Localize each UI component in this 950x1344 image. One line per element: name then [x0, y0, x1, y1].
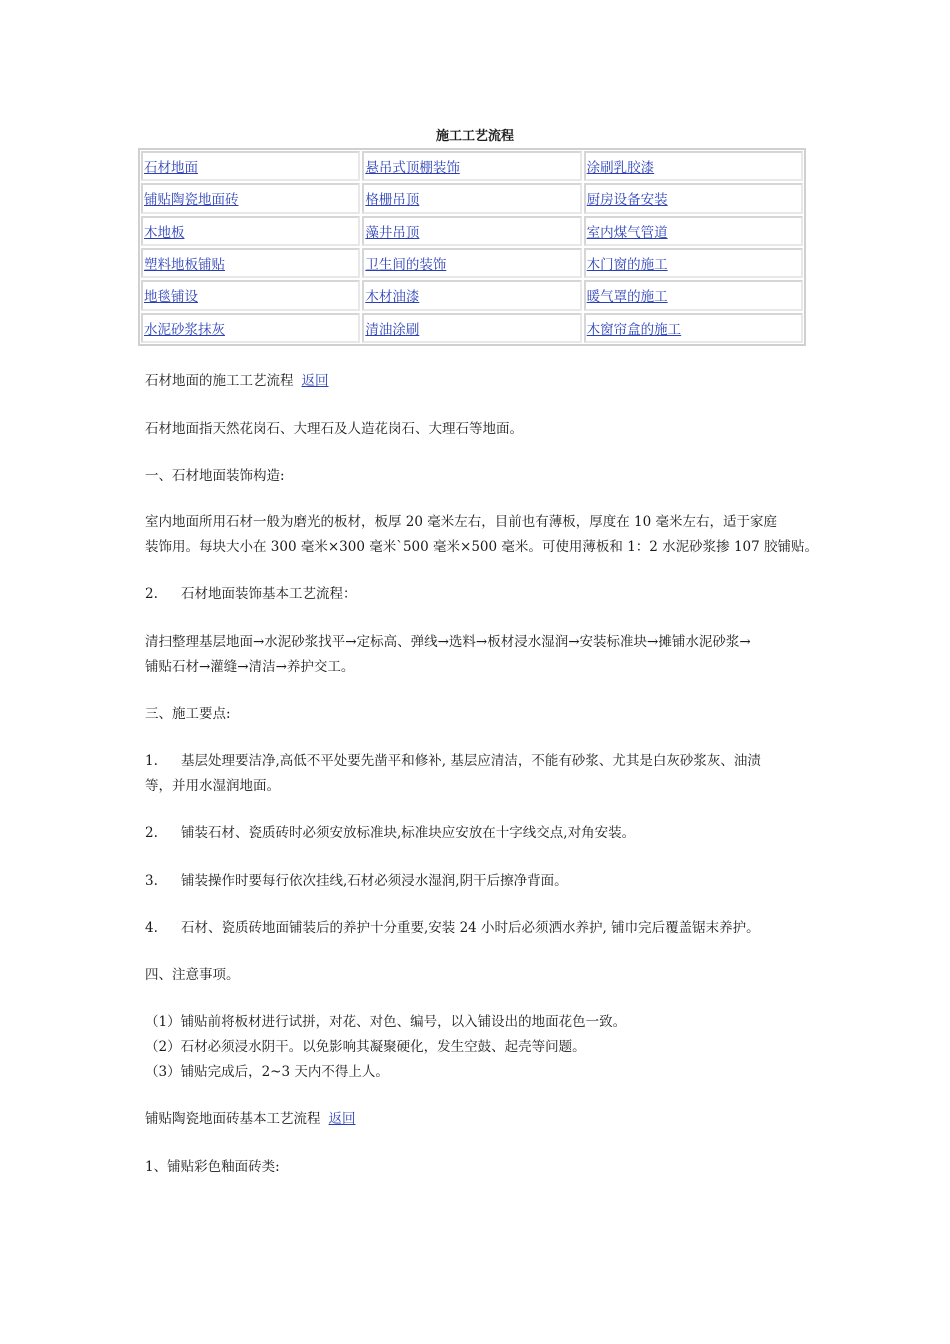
toc-link[interactable]: 木门窗的施工	[586, 257, 668, 274]
toc-table	[138, 148, 806, 346]
toc-link[interactable]: 格栅吊顶	[365, 192, 420, 209]
toc-cell	[141, 313, 360, 343]
toc-cell	[584, 216, 803, 246]
note-item: （1）铺贴前将板材进行试拼，对花、对色、编号，以入铺设出的地面花色一致。	[145, 1014, 627, 1030]
point-2	[145, 821, 815, 846]
toc-link[interactable]: 木窗帘盒的施工	[586, 321, 682, 338]
toc-link[interactable]: 涂刷乳胶漆	[586, 160, 655, 177]
flow-line-2: 铺贴石材→灌缝→清洁→养护交工。	[145, 659, 355, 675]
point-3-text: 铺装操作时要每行依次挂线,石材必须浸水湿润,阴干后擦净背面。	[181, 873, 568, 889]
toc-cell	[141, 280, 360, 310]
list-number: 4.	[145, 920, 158, 936]
notes-list	[145, 1010, 815, 1085]
toc-link[interactable]: 地毯铺设	[144, 289, 198, 306]
note-item: （2）石材必须浸水阴干。以免影响其凝聚硬化，发生空鼓、起壳等问题。	[145, 1039, 586, 1055]
heading-points: 三、施工要点:	[145, 706, 231, 722]
toc-cell	[141, 183, 360, 213]
structure-line-1: 室内地面所用石材一般为磨光的板材，板厚 20 毫米左右，目前也有薄板，厚度在 10 毫米左右，适于家庭	[145, 514, 778, 530]
toc-link[interactable]: 悬吊式顶棚装饰	[365, 160, 460, 177]
toc-link[interactable]: 暖气罩的施工	[586, 289, 668, 306]
point-1-text: 基层处理要洁净,高低不平处要先凿平和修补, 基层应清洁，不能有砂浆、尤其是白灰砂浆灰、油渍	[181, 753, 761, 769]
toc-link[interactable]: 木地板	[144, 224, 185, 241]
page-title: 施工工艺流程	[435, 129, 514, 144]
note-item: （3）铺贴完成后，2~3 天内不得上人。	[145, 1064, 389, 1080]
flow-line-1: 清扫整理基层地面→水泥砂浆找平→定标高、弹线→选料→板材浸水湿润→安装标准块→摊铺水泥砂浆→	[145, 634, 751, 650]
heading-notes: 四、注意事项。	[145, 967, 240, 983]
structure-line-2: 装饰用。每块大小在 300 毫米×300 毫米`500 毫米×500 毫米。可使用薄板和 1：2 水泥砂浆掺 107 胶铺贴。	[145, 539, 819, 555]
list-number: 2.	[145, 825, 158, 841]
toc-link[interactable]: 水泥砂浆抹灰	[144, 321, 225, 338]
point-3	[145, 869, 815, 894]
toc-cell	[141, 216, 360, 246]
toc-link[interactable]: 清油涂刷	[365, 321, 420, 338]
point-1-line-2: 等，并用水湿润地面。	[145, 778, 280, 794]
toc-cell	[584, 183, 803, 213]
back-link[interactable]: 返回	[301, 373, 329, 389]
toc-cell	[362, 151, 581, 181]
section-heading-ceramic-tile	[145, 1107, 815, 1132]
toc-link[interactable]: 室内煤气管道	[586, 224, 668, 241]
toc-cell	[362, 280, 581, 310]
toc-cell	[141, 248, 360, 278]
toc-link[interactable]: 厨房设备安装	[586, 192, 668, 209]
back-link[interactable]: 返回	[328, 1111, 356, 1127]
list-number: 2.	[145, 586, 158, 602]
toc-link[interactable]: 卫生间的装饰	[365, 257, 447, 274]
toc-cell	[362, 313, 581, 343]
section-heading-text: 石材地面的施工工艺流程	[145, 373, 294, 389]
toc-link[interactable]: 铺贴陶瓷地面砖	[144, 192, 239, 209]
toc-link[interactable]: 石材地面	[144, 160, 198, 177]
point-4-text: 石材、瓷质砖地面铺装后的养护十分重要,安装 24 小时后必须洒水养护, 铺巾完后覆盖锯末养护。	[181, 920, 760, 936]
toc-link[interactable]: 藻井吊顶	[365, 224, 420, 241]
section-2-subheading: 1、铺贴彩色釉面砖类:	[145, 1159, 280, 1175]
toc-cell	[584, 151, 803, 181]
list-number: 3.	[145, 873, 158, 889]
toc-cell	[584, 248, 803, 278]
toc-cell	[141, 151, 360, 181]
section-heading-text: 铺贴陶瓷地面砖基本工艺流程	[145, 1111, 321, 1127]
toc-cell	[362, 183, 581, 213]
toc-cell	[584, 280, 803, 310]
heading-flow-text: 石材地面装饰基本工艺流程：	[181, 586, 357, 602]
toc-link[interactable]: 木材油漆	[365, 289, 420, 306]
section-heading-stone-floor	[145, 369, 815, 394]
point-1	[145, 749, 815, 774]
toc-link[interactable]: 塑料地板铺贴	[144, 257, 225, 274]
heading-structure: 一、石材地面装饰构造:	[145, 468, 285, 484]
intro-paragraph: 石材地面指天然花岗石、大理石及人造花岗石、大理石等地面。	[145, 421, 523, 437]
toc-cell	[362, 248, 581, 278]
toc-cell	[584, 313, 803, 343]
heading-flow	[145, 582, 815, 607]
point-2-text: 铺装石材、瓷质砖时必须安放标准块,标准块应安放在十字线交点,对角安装。	[181, 825, 636, 841]
toc-cell	[362, 216, 581, 246]
list-number: 1.	[145, 753, 158, 769]
point-4	[145, 916, 815, 941]
